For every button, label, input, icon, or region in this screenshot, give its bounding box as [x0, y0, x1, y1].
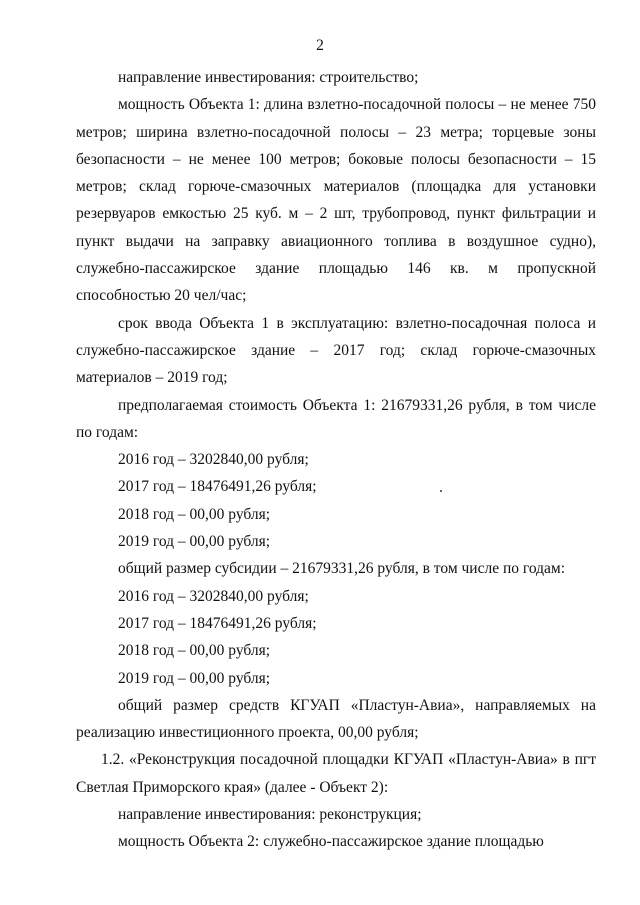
list-item: 2016 год – 3202840,00 рубля; — [118, 587, 309, 605]
paragraph: мощность Объекта 2: служебно-пассажирское здание площадью — [118, 833, 544, 851]
document-body — [76, 64, 596, 856]
paragraph: направление инвестирования: строительство; — [118, 69, 419, 86]
paragraph: направление инвестирования: реконструкция; — [118, 806, 422, 824]
paragraph: общий размер субсидии – 21679331,26 рубля, в том числе по годам: — [118, 560, 566, 578]
scan-speck — [440, 490, 442, 492]
list-item: 2019 год – 00,00 рубля; — [118, 533, 271, 551]
page-number: 2 — [316, 37, 324, 54]
paragraph: мощность Объекта 1: длина взлетно-посадочной полосы – не менее 750 метров; ширина взлетно-посадочной полосы – 23 метра; торцевые зоны безопасности – не менее 100 метров; боковые полосы безопасности – 15 метров; склад горюче-смазочных материалов (площадка для установки резервуаров емкостью 25 куб. м – 2 шт, трубопровод, пункт фильтрации и пункт выдачи на заправку авиационного топлива в воздушное судно), служебно-пассажирское здание площадью 146 кв. м пропускной способностью 20 чел/час; — [76, 96, 596, 305]
paragraph: срок ввода Объекта 1 в эксплуатацию: взлетно-посадочная полоса и служебно-пассажирское здание – 2017 год; склад горюче-смазочных материалов – 2019 год; — [76, 314, 596, 387]
paragraph: предполагаемая стоимость Объекта 1: 21679331,26 рубля, в том числе по годам: — [76, 396, 596, 441]
list-item: 2017 год – 18476491,26 рубля; — [118, 614, 317, 632]
section-heading: 1.2. «Реконструкция посадочной площадки КГУАП «Пластун-Авиа» в пгт Светлая Приморского края» (далее - Объект 2): — [76, 751, 596, 796]
list-item: 2016 год – 3202840,00 рубля; — [118, 451, 309, 469]
list-item: 2018 год – 00,00 рубля; — [118, 642, 271, 660]
list-item: 2017 год – 18476491,26 рубля; — [118, 478, 317, 496]
list-item: 2019 год – 00,00 рубля; — [118, 669, 271, 687]
list-item: 2018 год – 00,00 рубля; — [118, 505, 271, 523]
paragraph: общий размер средств КГУАП «Пластун-Авиа», направляемых на реализацию инвестиционного проекта, 00,00 рубля; — [76, 696, 596, 742]
